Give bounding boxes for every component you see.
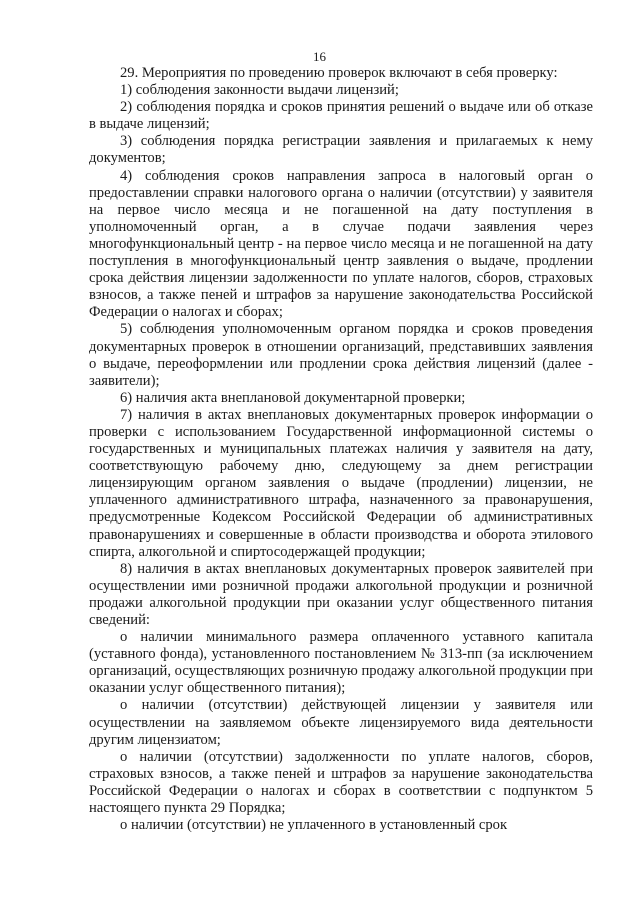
paragraph-item-2: 2) соблюдения порядка и сроков принятия решений о выдаче или об отказе в выдаче лицензий; <box>89 99 593 133</box>
paragraph-subitem-license: о наличии (отсутствии) действующей лицензии у заявителя или осуществлении на заявляемом объекте лицензируемого вида деятельности другим лицензиатом; <box>89 697 593 748</box>
page-number: 16 <box>313 49 326 64</box>
document-body <box>89 65 593 834</box>
paragraph-item-7: 7) наличия в актах внеплановых документарных проверок информации о проверки с использованием Государственной информационной системы о государственных и муниципальных платежах наличия у заявителя на дату, соответствующую рабочему дню, следующему за днем регистрации лицензирующим органом заявления о выдаче (продлении) лицензии, не уплаченного административного штрафа, назначенного за правонарушения, предусмотренные Кодексом Российской Федерации об административных правонарушениях и совершенные в области производства и оборота этилового спирта, алкогольной и спиртосодержащей продукции; <box>89 406 593 560</box>
paragraph-subitem-unpaid: о наличии (отсутствии) не уплаченного в установленный срок <box>120 817 508 834</box>
paragraph-item-8: 8) наличия в актах внеплановых документарных проверок заявителей при осуществлении ими розничной продажи алкогольной продукции и розничной продажи алкогольной продукции при оказании услуг общественного питания сведений: <box>89 560 593 628</box>
paragraph-29-heading: 29. Мероприятия по проведению проверок включают в себя проверку: <box>120 65 558 81</box>
paragraph-item-3: 3) соблюдения порядка регистрации заявления и прилагаемых к нему документов; <box>89 133 593 167</box>
paragraph-subitem-capital: о наличии минимального размера оплаченного уставного капитала (уставного фонда), установленного постановлением № 313-пп (за исключением организаций, осуществляющих розничную продажу алкогольной продукции при оказании услуг общественного питания); <box>89 629 593 697</box>
paragraph-item-5: 5) соблюдения уполномоченным органом порядка и сроков проведения документарных проверок в отношении организаций, представивших заявления о выдаче, переоформлении или продлении срока действия лицензий (далее - заявители); <box>89 321 593 389</box>
paragraph-subitem-tax-debt: о наличии (отсутствии) задолженности по уплате налогов, сборов, страховых взносов, а также пеней и штрафов за нарушение законодательства Российской Федерации о налогах и сборах в соответствии с подпунктом 5 настоящего пункта 29 Порядка; <box>89 748 593 817</box>
paragraph-item-6: 6) наличия акта внеплановой документарной проверки; <box>120 389 466 406</box>
paragraph-item-4: 4) соблюдения сроков направления запроса в налоговый орган о предоставлении справки налогового органа о наличии (отсутствии) у заявителя на первое число месяца и не погашенной на дату поступления в уполномоченный орган, а в случае подачи заявления через многофункциональный центр - на первое число месяца и не погашенной на дату поступления в многофункциональный центр заявления о выдаче, продлении срока действия лицензии задолженности по уплате налогов, сборов, страховых взносов, а также пеней и штрафов за нарушение законодательства Российской Федерации о налогах и сборах; <box>89 167 593 321</box>
paragraph-item-1: 1) соблюдения законности выдачи лицензий; <box>120 82 399 99</box>
